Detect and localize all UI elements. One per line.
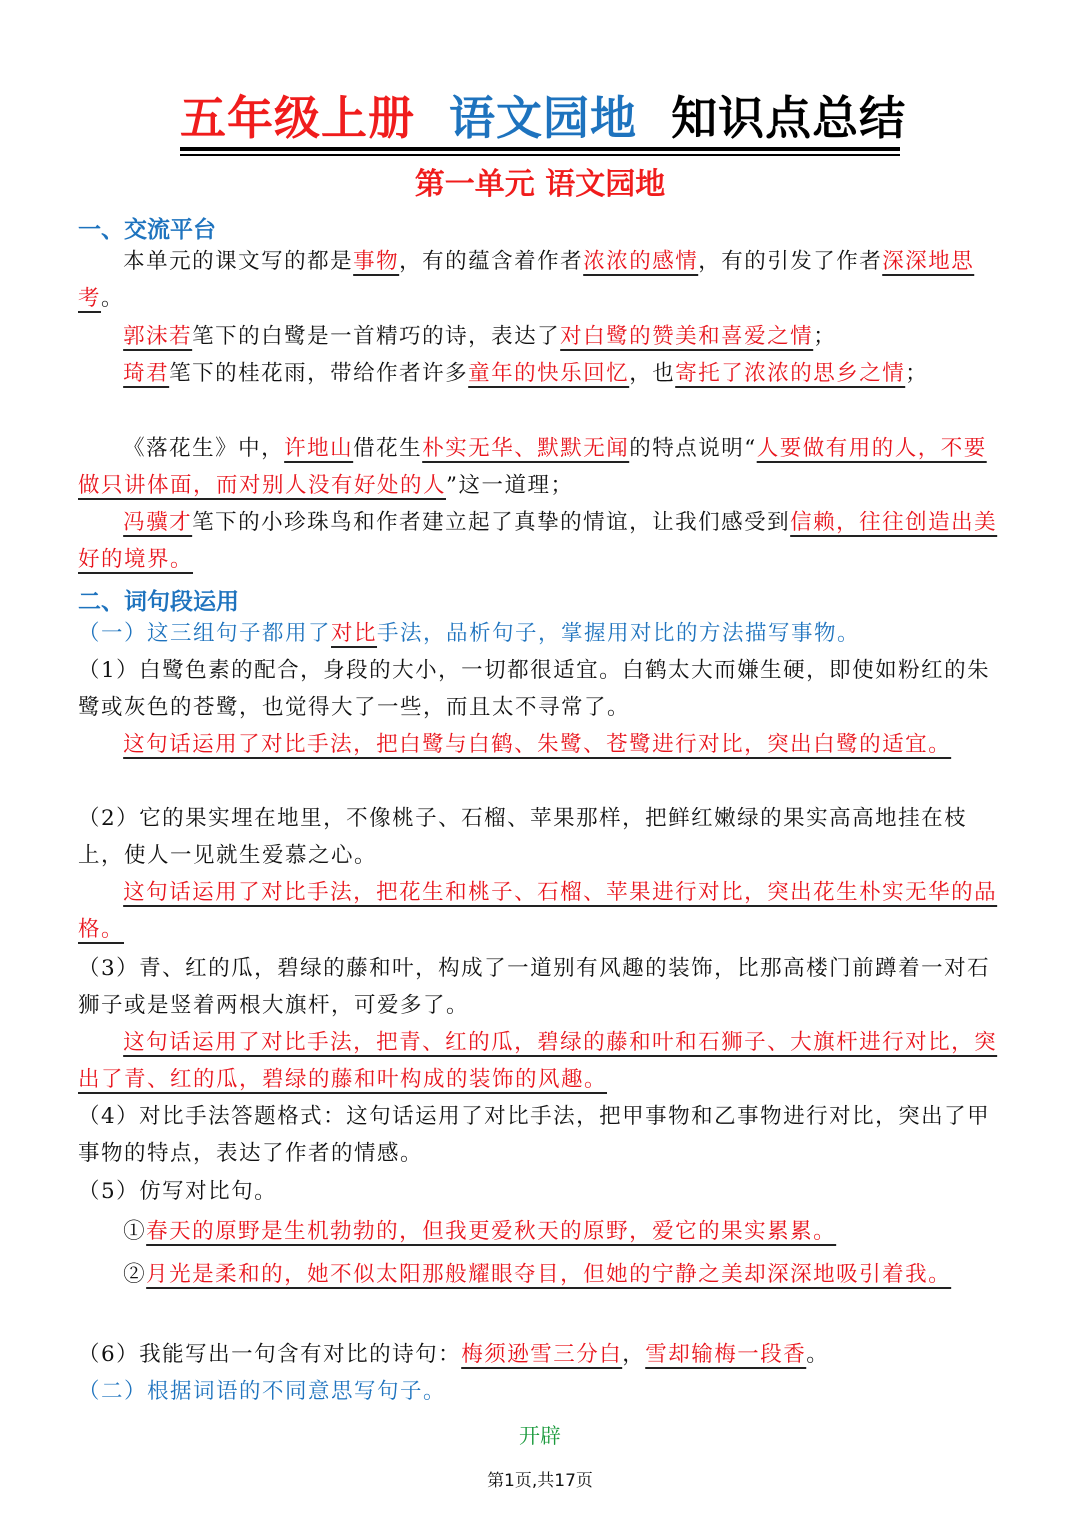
answer-blank: 对白鹭的赞美和喜爱之情 xyxy=(560,324,814,349)
answer-blank: 深深地思考 xyxy=(78,249,975,311)
title-summary: 知识点总结 xyxy=(671,91,907,145)
answer-blank: 雪却输梅一段香 xyxy=(645,1342,807,1367)
answer-blank: 春天的原野是生机勃勃的，但我更爱秋天的原野，爱它的果实累累。 xyxy=(146,1219,837,1244)
item-2-text: （2）它的果实埋在地里，不像桃子、石榴、苹果那样，把鲜红嫩绿的果实高高地挂在枝上，使人一见就生爱慕之心。 xyxy=(78,806,968,868)
answer-blank: 梅须逊雪三分白 xyxy=(461,1342,623,1367)
answer-blank: 朴实无华、默默无闻 xyxy=(422,436,630,461)
item-3-answer: 这句话运用了对比手法，把青、红的瓜，碧绿的藤和叶和石狮子、大旗杆进行对比，突出了青、红的瓜，碧绿的藤和叶构成的装饰的风趣。 xyxy=(78,1030,998,1092)
author-name: 郭沫若 xyxy=(123,324,193,349)
item-1-answer: 这句话运用了对比手法，把白鹭与白鹤、朱鹭、苍鹭进行对比，突出白鹭的适宜。 xyxy=(123,732,952,757)
item-5-example-2: ②月光是柔和的，她不似太阳那般耀眼夺目，但她的宁静之美却深深地吸引着我。 xyxy=(123,1262,952,1287)
answer-blank: 对比 xyxy=(331,621,378,646)
subsection-contrast: （一）这三组句子都用了对比手法，品析句子，掌握用对比的方法描写事物。 xyxy=(78,621,861,646)
item-1-text: （1）白鹭色素的配合，身段的大小，一切都很适宜。白鹤太大而嫌生硬，即使如粉红的朱鹭或灰色的苍鹭，也觉得大了一些，而且太不寻常了。 xyxy=(78,658,991,720)
answer-blank: 寄托了浓浓的思乡之情 xyxy=(675,361,906,386)
title-grade: 五年级上册 xyxy=(180,91,415,145)
item-5-example-1: ①春天的原野是生机勃勃的，但我更爱秋天的原野，爱它的果实累累。 xyxy=(123,1219,837,1244)
page-title xyxy=(180,88,907,148)
title-subject: 语文园地 xyxy=(449,91,638,145)
answer-blank: 信赖，往往创造出美好的境界。 xyxy=(78,510,998,572)
section-heading-exchange: 一、交流平台 xyxy=(78,217,216,243)
answer-blank: 月光是柔和的，她不似太阳那般耀眼夺目，但她的宁静之美却深深地吸引着我。 xyxy=(146,1262,952,1287)
paragraph-intro: 本单元的课文写的都是事物，有的蕴含着作者浓浓的感情，有的引发了作者深深地思考。 xyxy=(78,249,975,311)
item-5-label: （5）仿写对比句。 xyxy=(78,1179,278,1204)
answer-blank: 事物 xyxy=(353,249,400,274)
answer-blank: 人要做有用的人，不要做只讲体面，而对别人没有好处的人 xyxy=(78,436,987,498)
paragraph-peanut: 《落花生》中，许地山借花生朴实无华、默默无闻的特点说明“人要做有用的人，不要做只讲体面，而对别人没有好处的人”这一道理； xyxy=(78,436,987,498)
author-name: 许地山 xyxy=(284,436,354,461)
author-name: 琦君 xyxy=(123,361,170,386)
title-rule-thin xyxy=(180,154,900,156)
item-6-poem: （6）我能写出一句含有对比的诗句：梅须逊雪三分白，雪却输梅一段香。 xyxy=(78,1342,830,1367)
item-2-answer: 这句话运用了对比手法，把花生和桃子、石榴、苹果进行对比，突出花生朴实无华的品格。 xyxy=(78,880,998,942)
subsection-word-meaning: （二）根据词语的不同意思写句子。 xyxy=(78,1379,447,1404)
item-3-text: （3）青、红的瓜，碧绿的藤和叶，构成了一道别有风趣的装饰，比那高楼门前蹲着一对石狮子或是竖着两根大旗杆，可爱多了。 xyxy=(78,956,991,1018)
answer-blank: 童年的快乐回忆 xyxy=(468,361,630,386)
vocab-word: 开辟 xyxy=(519,1424,561,1448)
paragraph-egret: 郭沫若笔下的白鹭是一首精巧的诗，表达了对白鹭的赞美和喜爱之情； xyxy=(123,324,837,349)
section-heading-usage: 二、词句段运用 xyxy=(78,589,239,615)
page-indicator: 第1页,共17页 xyxy=(487,1471,593,1491)
unit-title: 第一单元 语文园地 xyxy=(414,167,666,202)
paragraph-osmanthus: 琦君笔下的桂花雨，带给作者许多童年的快乐回忆，也寄托了浓浓的思乡之情； xyxy=(123,361,929,386)
author-name: 冯骥才 xyxy=(123,510,193,535)
item-4-format: （4）对比手法答题格式：这句话运用了对比手法，把甲事物和乙事物进行对比，突出了甲事物的特点，表达了作者的情感。 xyxy=(78,1104,991,1166)
paragraph-pearl-bird: 冯骥才笔下的小珍珠鸟和作者建立起了真挚的情谊，让我们感受到信赖，往往创造出美好的境界。 xyxy=(78,510,998,572)
title-rule-thick xyxy=(180,147,900,151)
answer-blank: 浓浓的感情 xyxy=(583,249,699,274)
